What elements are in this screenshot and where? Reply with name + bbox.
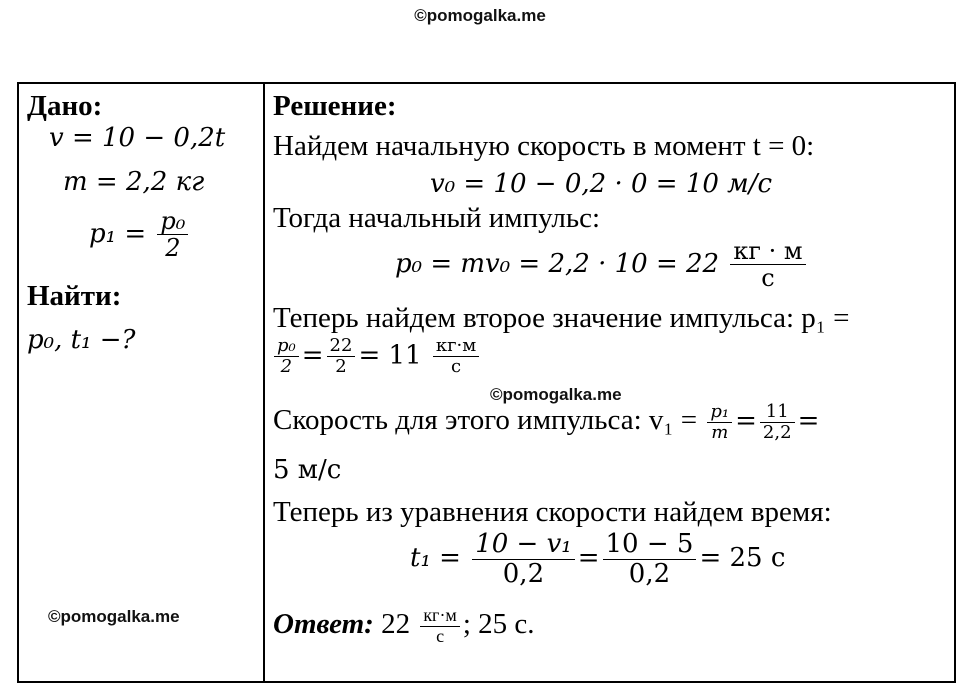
fraction-numerator: 11 bbox=[760, 402, 795, 423]
fraction-numerator: p₀ bbox=[157, 208, 188, 235]
equals-sign: = bbox=[797, 405, 820, 436]
given-velocity-equation: v = 10 − 0,2t bbox=[49, 123, 226, 153]
fraction-denominator: 2 bbox=[280, 355, 293, 377]
solution-column bbox=[265, 84, 954, 681]
fraction-denominator: с bbox=[761, 264, 775, 293]
fraction-numerator: кг · м bbox=[730, 238, 805, 265]
given-mass: m = 2,2 кг bbox=[63, 167, 205, 197]
answer-line bbox=[273, 606, 535, 647]
fraction-denominator: m bbox=[711, 421, 729, 443]
time-lhs: t₁ = bbox=[410, 543, 461, 574]
given-momentum-fraction bbox=[157, 208, 188, 262]
watermark-bottom: ©pomogalka.me bbox=[48, 607, 180, 626]
fraction-numerator: p₁ bbox=[707, 402, 732, 423]
solution-step-4: Теперь из уравнения скорости найдем время: bbox=[273, 496, 832, 528]
find-title: Найти: bbox=[27, 280, 122, 312]
solution-second-momentum bbox=[271, 336, 482, 377]
solution-initial-velocity: v₀ = 10 − 0,2 · 0 = 10 м/с bbox=[430, 169, 773, 199]
time-fraction-symbolic bbox=[472, 530, 575, 588]
fraction-denominator: с bbox=[451, 355, 462, 377]
equals-sign: = bbox=[301, 340, 324, 371]
p1-over-m-fraction bbox=[707, 402, 732, 443]
given-momentum-lhs: p₁ = bbox=[89, 218, 147, 249]
velocity-step-lhs: Скорость для этого импульса: v₁ = bbox=[273, 403, 698, 436]
solution-velocity-step bbox=[273, 402, 819, 443]
initial-momentum-lhs: p₀ = mv₀ = 2,2 · 10 = 22 bbox=[395, 248, 720, 279]
second-momentum-value: = 11 bbox=[358, 340, 422, 371]
fraction-numerator: 10 − v₁ bbox=[472, 530, 575, 560]
solution-initial-momentum bbox=[395, 238, 809, 292]
solution-table bbox=[17, 82, 956, 683]
momentum-unit-fraction bbox=[730, 238, 805, 292]
watermark-top: ©pomogalka.me bbox=[414, 6, 546, 25]
fraction-numerator: p₀ bbox=[274, 336, 299, 357]
11-over-2-2-fraction bbox=[760, 402, 795, 443]
22-over-2-fraction bbox=[327, 336, 356, 377]
second-momentum-unit bbox=[433, 336, 479, 377]
fraction-denominator: 0,2 bbox=[502, 558, 545, 589]
solution-step-3: Теперь найдем второе значение импульса: p₁ = bbox=[273, 302, 850, 334]
answer-value: 22 bbox=[381, 607, 411, 640]
fraction-denominator: с bbox=[436, 625, 445, 646]
fraction-denominator: 2 bbox=[165, 234, 181, 263]
solution-step-1: Найдем начальную скорость в момент t = 0: bbox=[273, 130, 815, 162]
solution-title: Решение: bbox=[273, 90, 397, 122]
time-result: = 25 с bbox=[699, 543, 786, 574]
time-fraction-numeric bbox=[603, 530, 697, 588]
given-column bbox=[19, 84, 263, 681]
solution-time-equation bbox=[410, 530, 785, 588]
fraction-denominator: 0,2 bbox=[628, 558, 671, 589]
fraction-numerator: кг·м bbox=[420, 606, 460, 627]
fraction-numerator: 22 bbox=[327, 336, 356, 357]
find-unknowns: p₀, t₁ −? bbox=[27, 325, 136, 355]
p0-over-2-fraction bbox=[274, 336, 299, 377]
fraction-denominator: 2 bbox=[335, 355, 347, 377]
given-momentum-relation bbox=[89, 208, 191, 262]
watermark-middle: ©pomogalka.me bbox=[490, 385, 622, 404]
answer-label: Ответ: bbox=[273, 607, 374, 640]
solution-step-2: Тогда начальный импульс: bbox=[273, 202, 601, 234]
solution-velocity-result: 5 м/с bbox=[273, 455, 342, 485]
answer-tail: ; 25 с. bbox=[462, 607, 535, 640]
answer-unit-fraction bbox=[420, 606, 460, 647]
fraction-numerator: 10 − 5 bbox=[603, 530, 697, 560]
fraction-denominator: 2,2 bbox=[762, 421, 792, 443]
equals-sign: = bbox=[735, 405, 757, 436]
given-title: Дано: bbox=[27, 90, 103, 122]
fraction-numerator: кг·м bbox=[433, 336, 479, 357]
equals-sign: = bbox=[577, 543, 600, 574]
